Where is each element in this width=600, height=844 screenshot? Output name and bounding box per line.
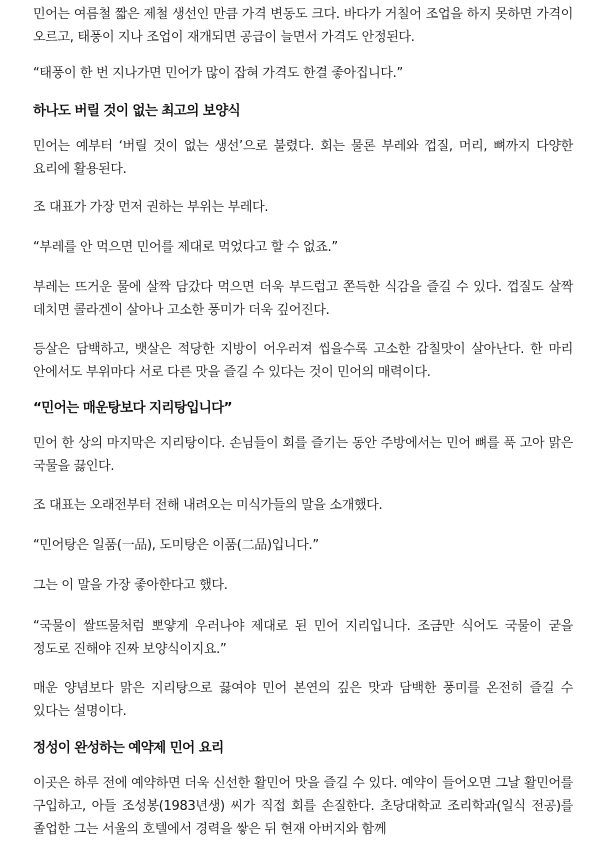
quote-typhoon: “태풍이 한 번 지나가면 민어가 많이 잡혀 가격도 한결 좋아집니다.” — [33, 66, 403, 81]
paragraph-swim-bladder-texture: 부레는 뜨거운 물에 살짝 담갔다 먹으면 더욱 부드럽고 쫀득한 식감을 즐길 수 있다. 껍질도 살짝 데치면 콜라겐이 살아나 고소한 풍미가 더욱 깊어진다. — [33, 280, 573, 318]
paragraph-price-fluctuation: 민어는 여름철 짧은 제철 생선인 만큼 가격 변동도 크다. 바다가 거칠어 조업을 하지 못하면 가격이 오르고, 태풍이 지나 조업이 재개되면 공급이 늘면서 가격도 안정된다. — [33, 7, 573, 45]
paragraph-swim-bladder-intro: 조 대표가 가장 먼저 권하는 부위는 부레다. — [33, 200, 269, 215]
paragraph-gourmet-saying-intro: 조 대표는 오래전부터 전해 내려오는 미식가들의 말을 소개했다. — [33, 498, 383, 513]
quote-swim-bladder: “부레를 안 먹으면 민어를 제대로 먹었다고 할 수 없죠.” — [33, 240, 338, 255]
paragraph-favorite-saying: 그는 이 말을 가장 좋아한다고 했다. — [33, 578, 228, 593]
quote-first-grade-soup: “민어탕은 일품(一品), 도미탕은 이품(二品)입니다.” — [33, 538, 319, 553]
paragraph-clear-soup-explanation: 매운 양념보다 맑은 지리탕으로 끓여야 민어 본연의 깊은 맛과 담백한 풍미를 온전히 즐길 수 있다는 설명이다. — [33, 681, 573, 719]
paragraph-cuts-flavor: 등살은 담백하고, 뱃살은 적당한 지방이 어우러져 씹을수록 고소한 감칠맛이 살아난다. 한 마리 안에서도 부위마다 서로 다른 맛을 즐길 수 있다는 것이 민어의 매력이다. — [33, 342, 573, 380]
paragraph-jiri-soup: 민어 한 상의 마지막은 지리탕이다. 손님들이 회를 즐기는 동안 주방에서는 민어 뼈를 푹 고아 맑은 국물을 끓인다. — [33, 436, 573, 474]
paragraph-reservation: 이곳은 하루 전에 예약하면 더욱 신선한 활민어 맛을 즐길 수 있다. 예약이 들어오면 그날 활민어를 구입하고, 아들 조성봉(1983년생) 씨가 직접 회를 손질한다. 초당대학교 조리학과(일식 전공)를 졸업한 그는 서울의 호텔에서 경력을 쌓은 뒤 현재 아버지와 함께 — [33, 776, 573, 837]
quote-broth: “국물이 쌀뜨물처럼 뽀얗게 우러나야 제대로 된 민어 지리입니다. 조금만 식어도 국물이 굳을 정도로 진해야 진짜 보양식이지요.” — [33, 619, 573, 657]
section-heading-reservation: 정성이 완성하는 예약제 민어 요리 — [33, 740, 224, 756]
paragraph-nothing-wasted: 민어는 예부터 ‘버릴 것이 없는 생선’으로 불렸다. 회는 물론 부레와 껍질, 머리, 뼈까지 다양한 요리에 활용된다. — [33, 139, 573, 177]
section-heading-jiri-soup: “민어는 매운탕보다 지리탕입니다” — [33, 400, 232, 416]
section-heading-health-food: 하나도 버릴 것이 없는 최고의 보양식 — [33, 103, 241, 119]
